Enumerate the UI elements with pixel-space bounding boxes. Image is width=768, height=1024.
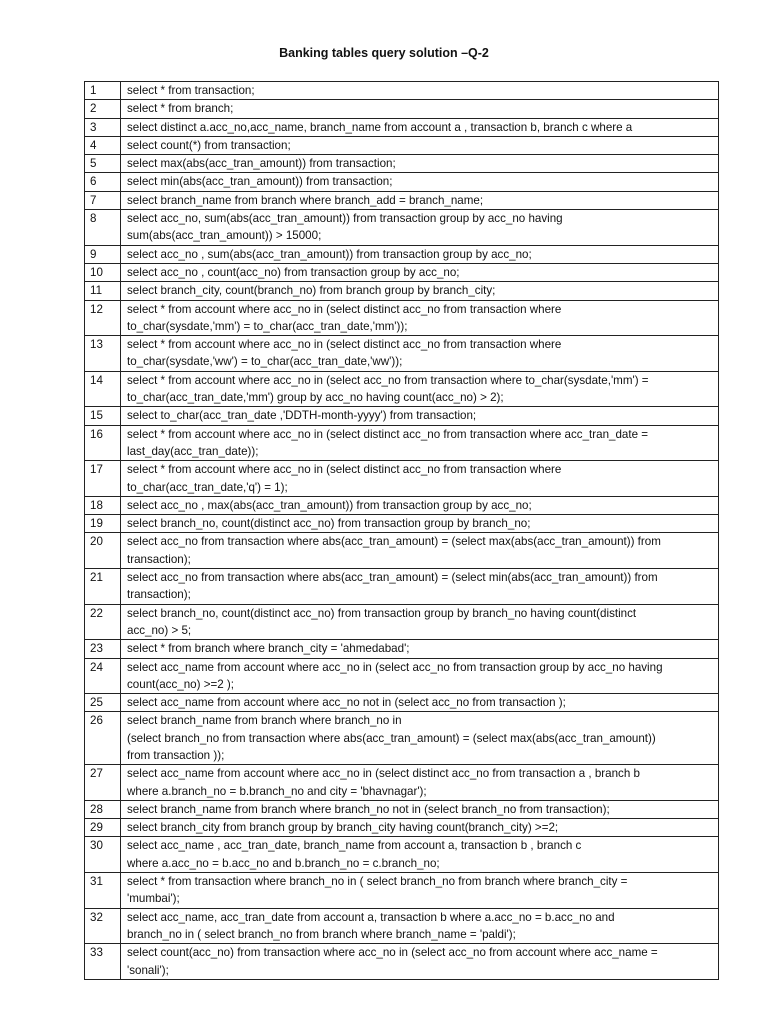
row-number: 14 [85, 371, 121, 407]
row-number: 20 [85, 533, 121, 569]
row-number: 28 [85, 800, 121, 818]
table-row [85, 604, 719, 640]
row-number: 31 [85, 873, 121, 909]
table-row [85, 282, 719, 300]
table-row [85, 100, 719, 118]
table-row [85, 908, 719, 944]
table-row [85, 765, 719, 801]
table-row [85, 712, 719, 765]
row-number: 19 [85, 515, 121, 533]
table-row [85, 407, 719, 425]
row-number: 16 [85, 425, 121, 461]
row-number: 29 [85, 819, 121, 837]
query-table [84, 81, 719, 980]
table-row [85, 515, 719, 533]
sql-query: select * from transaction where branch_no in ( select branch_no from branch where branch_city = 'mumbai'); [121, 873, 719, 909]
row-number: 22 [85, 604, 121, 640]
row-number: 33 [85, 944, 121, 980]
sql-query: select branch_city, count(branch_no) from branch group by branch_city; [121, 282, 719, 300]
table-row [85, 694, 719, 712]
sql-query: select acc_name from account where acc_no in (select distinct acc_no from transaction a , branch b where a.branch_no = b.branch_no and city = 'bhavnagar'); [121, 765, 719, 801]
sql-query: select acc_no from transaction where abs(acc_tran_amount) = (select min(abs(acc_tran_amount)) from transaction); [121, 569, 719, 605]
row-number: 3 [85, 118, 121, 136]
sql-query: select min(abs(acc_tran_amount)) from transaction; [121, 173, 719, 191]
sql-query: select branch_name from branch where branch_no not in (select branch_no from transaction); [121, 800, 719, 818]
sql-query: select * from account where acc_no in (select distinct acc_no from transaction where acc_tran_date = last_day(acc_tran_date)); [121, 425, 719, 461]
sql-query: select acc_no , max(abs(acc_tran_amount)) from transaction group by acc_no; [121, 496, 719, 514]
sql-query: select * from account where acc_no in (select distinct acc_no from transaction where to_char(sysdate,'ww') = to_char(acc_tran_date,'ww')); [121, 336, 719, 372]
row-number: 32 [85, 908, 121, 944]
table-row [85, 800, 719, 818]
sql-query: select acc_no , sum(abs(acc_tran_amount)) from transaction group by acc_no; [121, 245, 719, 263]
table-row [85, 155, 719, 173]
table-row [85, 118, 719, 136]
table-row [85, 173, 719, 191]
row-number: 9 [85, 245, 121, 263]
table-row [85, 873, 719, 909]
document-title: Banking tables query solution –Q-2 [279, 46, 489, 60]
sql-query: select max(abs(acc_tran_amount)) from transaction; [121, 155, 719, 173]
row-number: 17 [85, 461, 121, 497]
sql-query: select acc_name, acc_tran_date from account a, transaction b where a.acc_no = b.acc_no and branch_no in ( select branch_no from branch where branch_name = 'paldi'); [121, 908, 719, 944]
row-number: 21 [85, 569, 121, 605]
row-number: 15 [85, 407, 121, 425]
sql-query: select acc_name from account where acc_no not in (select acc_no from transaction ); [121, 694, 719, 712]
table-row [85, 210, 719, 246]
table-row [85, 658, 719, 694]
sql-query: select * from account where acc_no in (select acc_no from transaction where to_char(sysdate,'mm') = to_char(acc_tran_date,'mm') group by acc_no having count(acc_no) > 2); [121, 371, 719, 407]
row-number: 12 [85, 300, 121, 336]
row-number: 24 [85, 658, 121, 694]
row-number: 11 [85, 282, 121, 300]
sql-query: select acc_name from account where acc_no in (select acc_no from transaction group by acc_no having count(acc_no) >=2 ); [121, 658, 719, 694]
table-row [85, 191, 719, 209]
sql-query: select * from account where acc_no in (select distinct acc_no from transaction where to_char(sysdate,'mm') = to_char(acc_tran_date,'mm')); [121, 300, 719, 336]
row-number: 8 [85, 210, 121, 246]
sql-query: select distinct a.acc_no,acc_name, branch_name from account a , transaction b, branch c where a [121, 118, 719, 136]
row-number: 30 [85, 837, 121, 873]
sql-query: select branch_no, count(distinct acc_no) from transaction group by branch_no having count(distinct acc_no) > 5; [121, 604, 719, 640]
row-number: 10 [85, 263, 121, 281]
sql-query: select branch_no, count(distinct acc_no) from transaction group by branch_no; [121, 515, 719, 533]
row-number: 13 [85, 336, 121, 372]
sql-query: select * from transaction; [121, 82, 719, 100]
row-number: 27 [85, 765, 121, 801]
sql-query: select branch_name from branch where branch_add = branch_name; [121, 191, 719, 209]
table-row [85, 496, 719, 514]
table-row [85, 371, 719, 407]
sql-query: select * from branch where branch_city = 'ahmedabad'; [121, 640, 719, 658]
row-number: 2 [85, 100, 121, 118]
row-number: 1 [85, 82, 121, 100]
sql-query: select * from account where acc_no in (select distinct acc_no from transaction where to_char(acc_tran_date,'q') = 1); [121, 461, 719, 497]
sql-query: select count(acc_no) from transaction where acc_no in (select acc_no from account where acc_name = 'sonali'); [121, 944, 719, 980]
table-row [85, 263, 719, 281]
table-row [85, 837, 719, 873]
table-row [85, 336, 719, 372]
sql-query: select branch_city from branch group by branch_city having count(branch_city) >=2; [121, 819, 719, 837]
row-number: 5 [85, 155, 121, 173]
table-row [85, 640, 719, 658]
sql-query: select acc_no from transaction where abs(acc_tran_amount) = (select max(abs(acc_tran_amount)) from transaction); [121, 533, 719, 569]
row-number: 26 [85, 712, 121, 765]
row-number: 7 [85, 191, 121, 209]
sql-query: select acc_no , count(acc_no) from transaction group by acc_no; [121, 263, 719, 281]
table-row [85, 819, 719, 837]
row-number: 6 [85, 173, 121, 191]
table-row [85, 944, 719, 980]
table-row [85, 300, 719, 336]
row-number: 23 [85, 640, 121, 658]
row-number: 18 [85, 496, 121, 514]
table-row [85, 136, 719, 154]
sql-query: select acc_name , acc_tran_date, branch_name from account a, transaction b , branch c where a.acc_no = b.acc_no and b.branch_no = c.branch_no; [121, 837, 719, 873]
sql-query: select acc_no, sum(abs(acc_tran_amount)) from transaction group by acc_no having sum(abs(acc_tran_amount)) > 15000; [121, 210, 719, 246]
row-number: 25 [85, 694, 121, 712]
table-row [85, 569, 719, 605]
table-row [85, 533, 719, 569]
row-number: 4 [85, 136, 121, 154]
table-row [85, 425, 719, 461]
table-row [85, 245, 719, 263]
sql-query: select to_char(acc_tran_date ,'DDTH-month-yyyy') from transaction; [121, 407, 719, 425]
sql-query: select branch_name from branch where branch_no in (select branch_no from transaction where abs(acc_tran_amount) = (select max(abs(acc_tran_amount)) from transaction )); [121, 712, 719, 765]
table-row [85, 461, 719, 497]
sql-query: select count(*) from transaction; [121, 136, 719, 154]
table-row [85, 82, 719, 100]
sql-query: select * from branch; [121, 100, 719, 118]
query-table-body [85, 82, 719, 980]
